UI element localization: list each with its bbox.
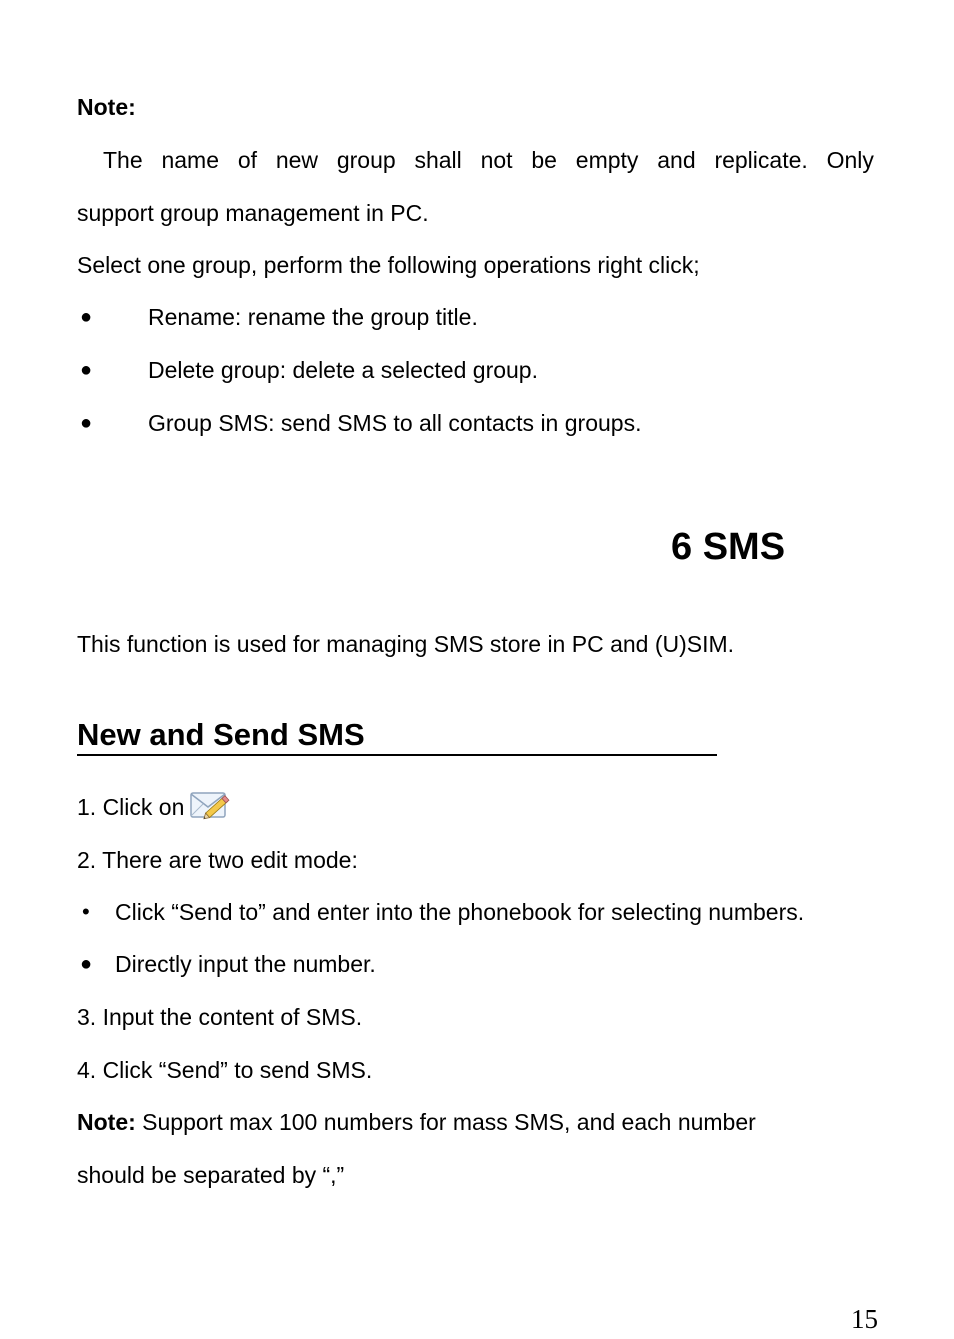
- word: name: [161, 147, 219, 173]
- section-note-text: Support max 100 numbers for mass SMS, and each number: [135, 1109, 756, 1135]
- word: replicate.: [714, 147, 808, 173]
- chapter-title: 6 SMS: [671, 526, 786, 568]
- note-paragraph-line-1: [77, 145, 874, 175]
- bullet-text: Delete group: delete a selected group.: [148, 357, 538, 383]
- chapter-intro: This function is used for managing SMS store in PC and (U)SIM.: [77, 631, 735, 657]
- section-note: [77, 1107, 756, 1137]
- bullet-icon: ●: [80, 953, 93, 975]
- word: not: [480, 147, 513, 173]
- section-note-line-2: should be separated by “,”: [77, 1162, 345, 1188]
- word: be: [531, 147, 557, 173]
- note-label: Note:: [77, 94, 136, 120]
- bullet-text: Group SMS: send SMS to all contacts in groups.: [148, 410, 642, 436]
- bullet-text: Directly input the number.: [115, 951, 376, 977]
- word: The: [103, 147, 143, 173]
- bullet-icon: ●: [80, 306, 93, 328]
- page-number: 15: [851, 1304, 878, 1334]
- bullet-text: Click “Send to” and enter into the phonebook for selecting numbers.: [115, 899, 805, 925]
- step-2: 2. There are two edit mode:: [77, 847, 358, 873]
- note-paragraph-line-2: support group management in PC.: [77, 200, 429, 226]
- step-4: 4. Click “Send” to send SMS.: [77, 1057, 373, 1083]
- word: group: [336, 147, 396, 173]
- bullet-icon: ●: [80, 412, 93, 434]
- step-1-text: 1. Click on: [77, 794, 185, 821]
- section-note-label: Note:: [77, 1109, 136, 1135]
- section-heading: New and Send SMS: [77, 716, 717, 756]
- word: of: [237, 147, 257, 173]
- bullet-icon: •: [82, 899, 90, 924]
- bullet-text: Rename: rename the group title.: [148, 304, 478, 330]
- envelope-pencil-icon: [190, 788, 232, 822]
- word: and: [657, 147, 696, 173]
- word: Only: [826, 147, 874, 173]
- word: new: [275, 147, 319, 173]
- word: empty: [575, 147, 639, 173]
- select-group-instruction: Select one group, perform the following operations right click;: [77, 252, 700, 278]
- word: shall: [414, 147, 462, 173]
- bullet-icon: ●: [80, 359, 93, 381]
- step-1: [77, 792, 232, 826]
- step-3: 3. Input the content of SMS.: [77, 1004, 363, 1030]
